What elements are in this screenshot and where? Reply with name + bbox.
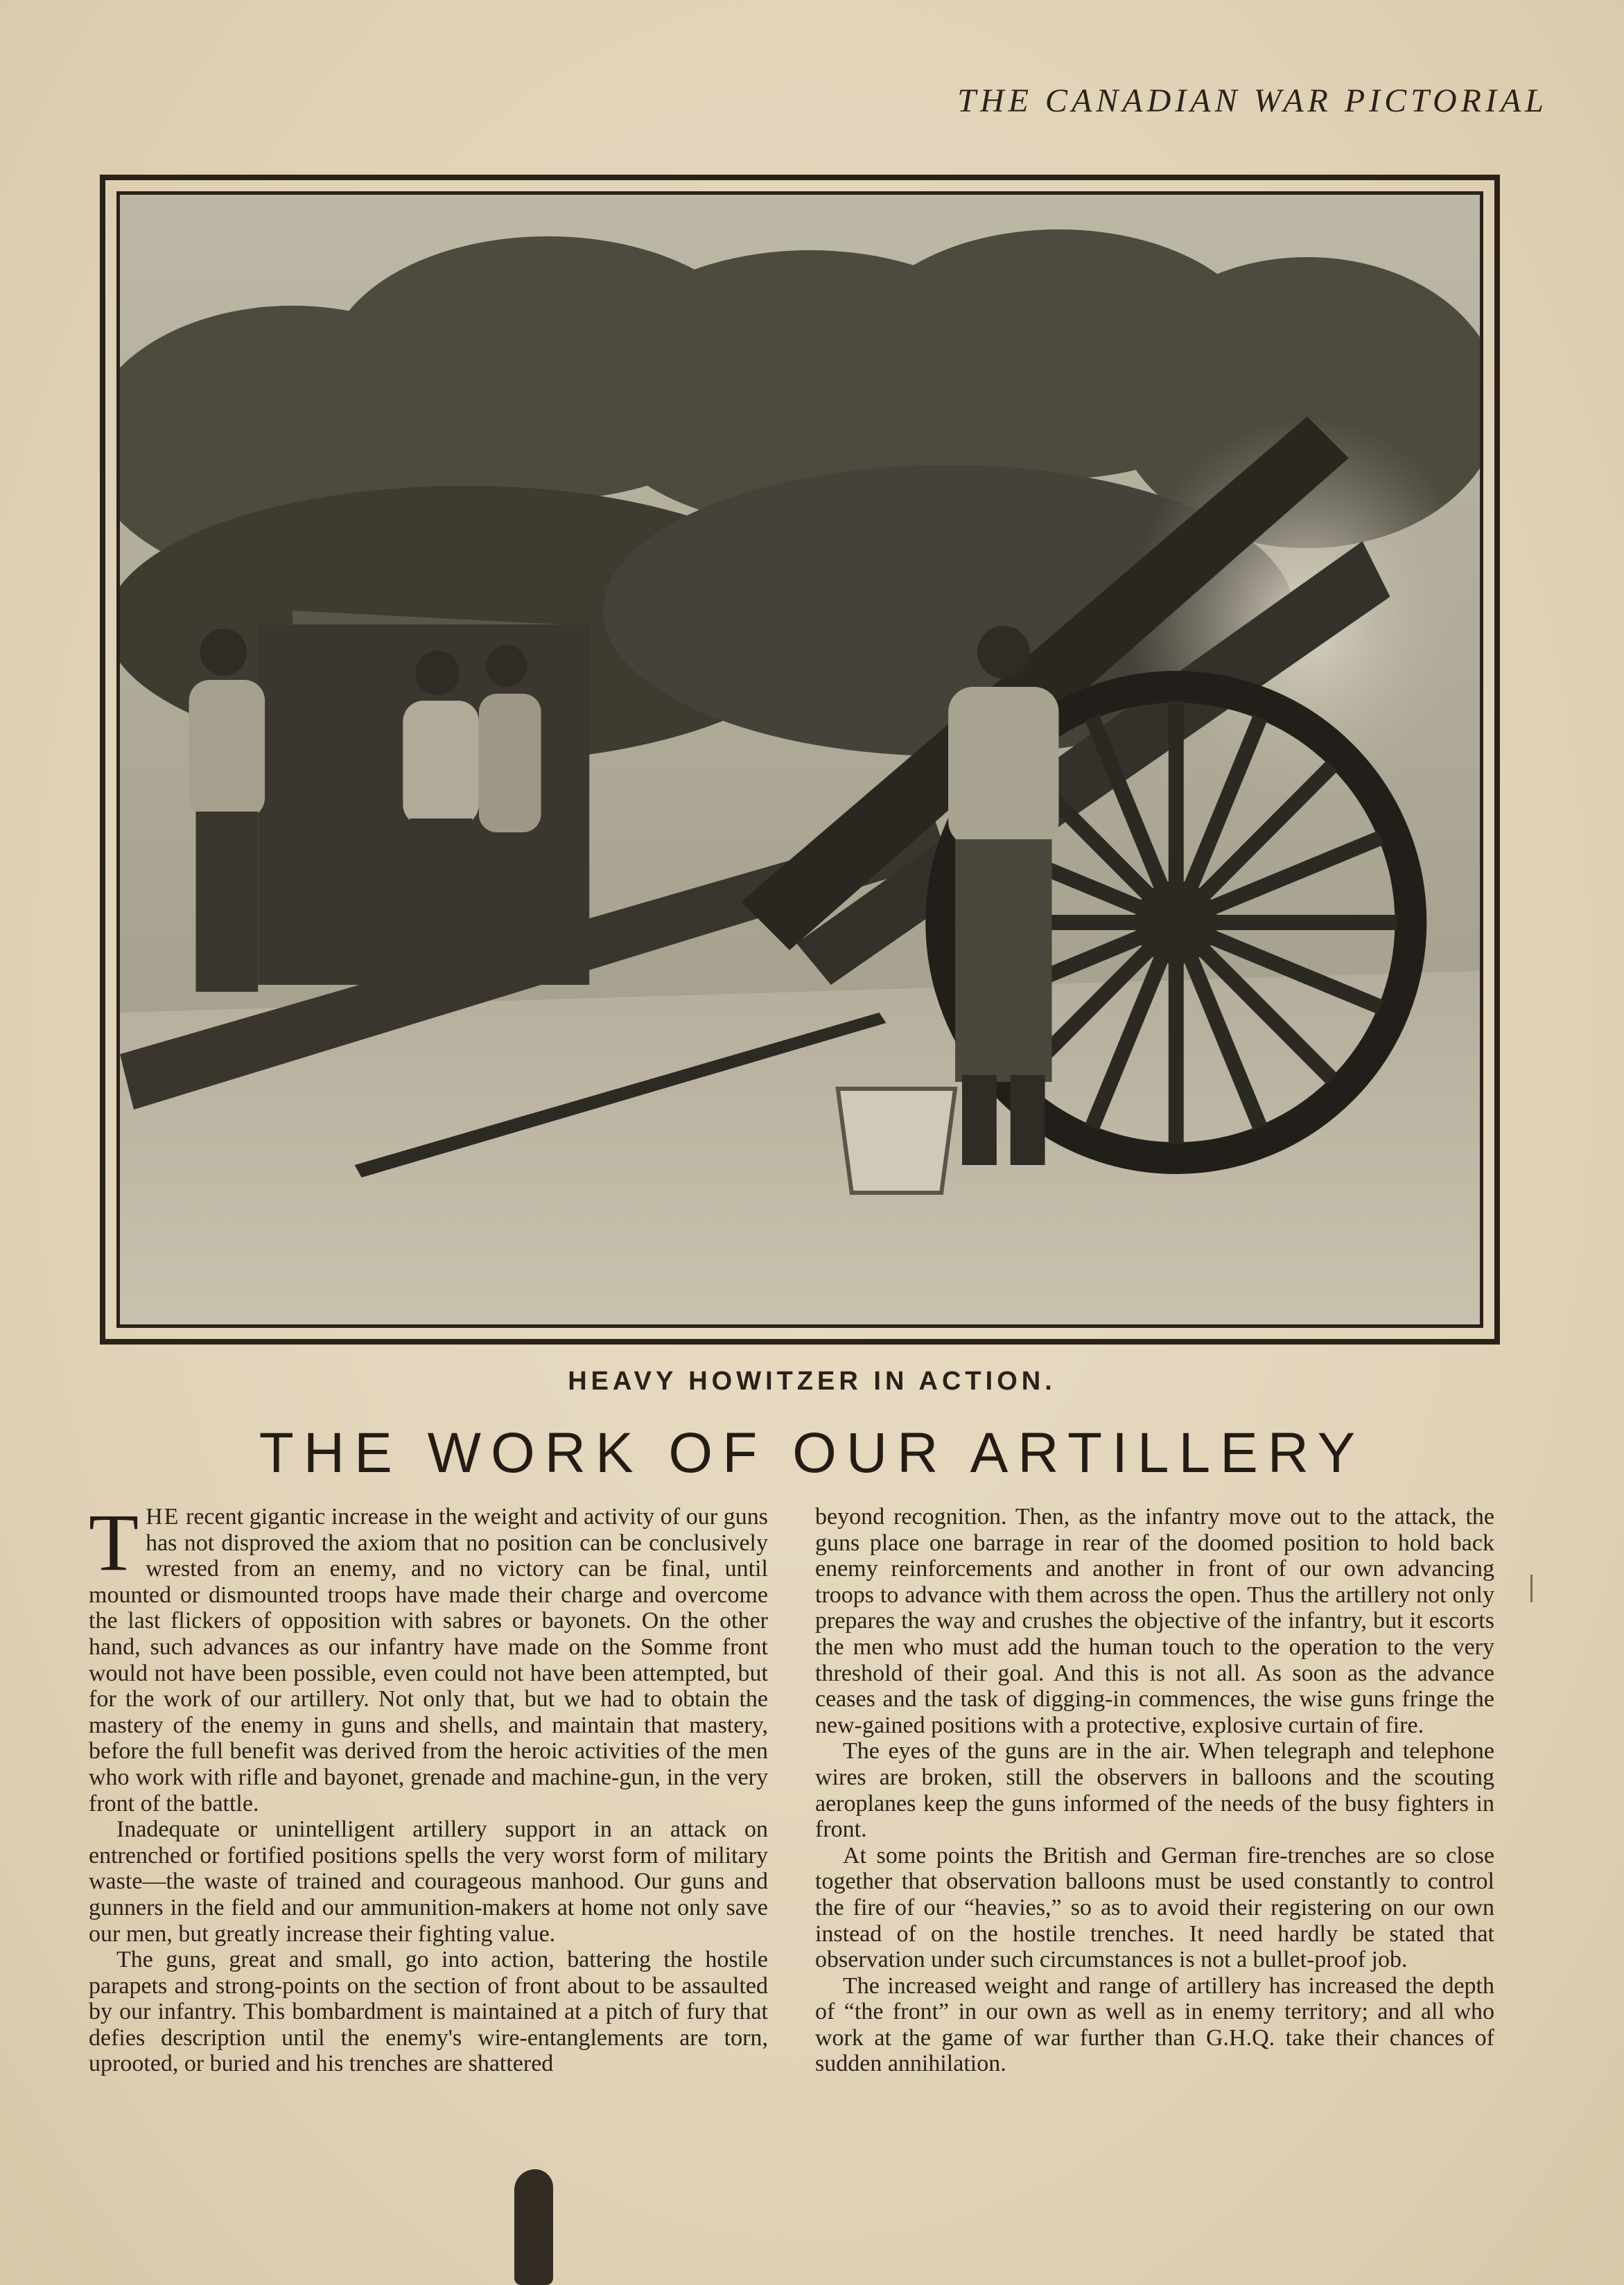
paragraph-5: At some points the British and German fire-trenches are so close together that observation balloons must be used constantly to control the fire of our “heavies,” so as to avoid their registering on our own instead of on the hostile trenches. It need hardly be stated that observation under such circumstances is not a bullet-proof job. [815, 1842, 1494, 1973]
bucket [838, 1089, 955, 1193]
article-column-left [89, 1497, 768, 2077]
article-headline: THE WORK OF OUR ARTILLERY [259, 1421, 1365, 1485]
margin-mark [1530, 1575, 1533, 1602]
photo-caption: HEAVY HOWITZER IN ACTION. [568, 1367, 1056, 1396]
paragraph-4: The eyes of the guns are in the air. When telegraph and telephone wires are broken, still the observers in balloons and the scouting aeroplanes keep the guns informed of the needs of the busy fighters in front. [815, 1738, 1494, 1843]
article-column-right [815, 1504, 1494, 2077]
paragraph-1-text: recent gigantic increase in the weight and activity of our guns has not disproved the axiom that no position can be conclusively wrested from an enemy, and no victory can be final, until mounted or dismounted troops have made their charge and overcome the last flickers of opposition with sabres or bayonets. On the other hand, such advances as our infantry have made on the Somme front would not have been possible, even could not have been attempted, but for the work of our artillery. Not only that, but we had to obtain the mastery of the enemy in guns and shells, and maintain that mastery, before the full benefit was derived from the heroic activities of the men who work with rifle and bayonet, grenade and machine-gun, in the very front of the battle. [89, 1504, 768, 1816]
paragraph-1 [89, 1497, 768, 1816]
lead-smallcaps: HE [146, 1504, 180, 1530]
running-head: THE CANADIAN WAR PICTORIAL [957, 82, 1548, 119]
howitzer-photo [116, 191, 1483, 1328]
drop-cap: T [89, 1497, 139, 1588]
paragraph-3: The guns, great and small, go into action, battering the hostile parapets and strong-points on the section of front about to be assaulted by our infantry. This bombardment is maintained at a pitch of fury that defies description until the enemy's wire-entanglements are torn, uprooted, or buried and his trenches are shattered [89, 1947, 768, 2077]
paragraph-2: Inadequate or unintelligent artillery support in an attack on entrenched or fortified positions spells the very worst form of military waste—the waste of trained and courageous manhood. Our guns and gunners in the field and our ammunition-makers at home not only save our men, but greatly increase their fighting value. [89, 1816, 768, 1947]
paragraph-6: The increased weight and range of artillery has increased the depth of “the front” in our own as well as in enemy territory; and all who work at the game of war further than G.H.Q. take their chances of sudden annihilation. [815, 1972, 1494, 2077]
photo-frame [100, 175, 1500, 1345]
ink-blot [514, 2169, 553, 2285]
paragraph-3-continued: beyond recognition. Then, as the infantry move out to the attack, the guns place one barrage in rear of the doomed position to hold back enemy reinforcements and another in front of our own advancing troops to advance with them across the open. Thus the artillery not only prepares the way and crushes the objective of the infantry, but it escorts the men who must add the human touch to the operation to the very threshold of their goal. And this is not all. As soon as the advance ceases and the task of digging-in commences, the wise guns fringe the new-gained positions with a protective, explosive curtain of fire. [815, 1504, 1494, 1738]
howitzer-photo-illustration [120, 195, 1480, 1324]
